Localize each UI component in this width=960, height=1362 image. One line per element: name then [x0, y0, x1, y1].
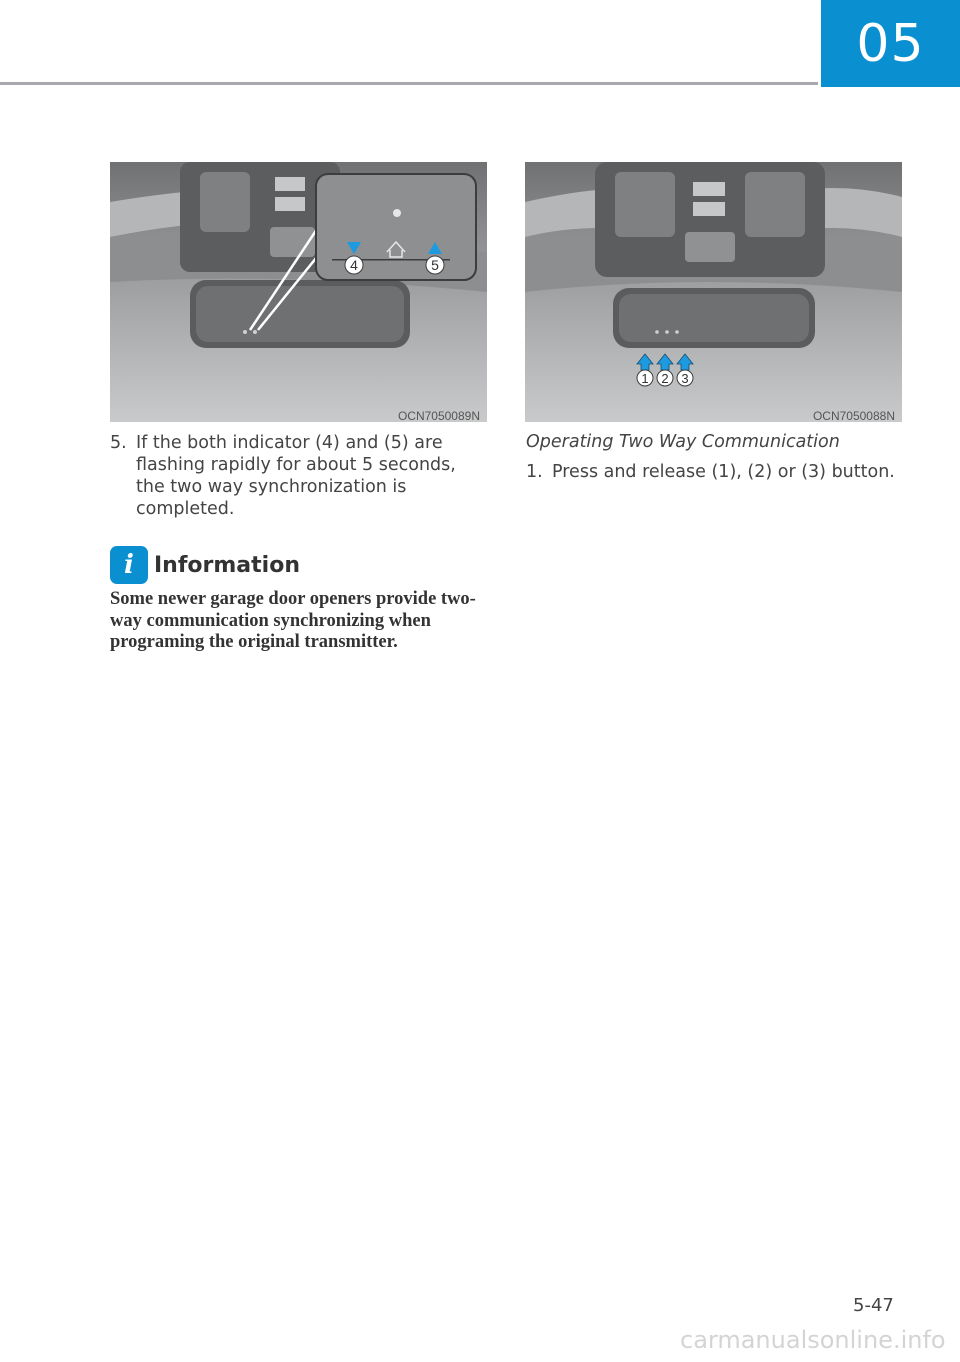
watermark: carmanualsonline.info	[680, 1326, 946, 1354]
page-number: 5-47	[853, 1295, 894, 1316]
step-number: 5.	[110, 433, 127, 453]
section-subheading: Operating Two Way Communication	[526, 432, 840, 452]
callout-2: 2	[661, 371, 669, 386]
callout-4: 4	[350, 257, 358, 273]
callout-5: 5	[431, 257, 439, 273]
information-title: Information	[154, 553, 300, 578]
step-5	[110, 432, 490, 520]
figure-mirror-indicators	[110, 162, 487, 422]
figure-code: OCN7050088N	[812, 409, 895, 423]
chapter-tab: 05	[821, 0, 960, 87]
step-text: Press and release (1), (2) or (3) button.	[552, 462, 895, 482]
step-1	[526, 461, 906, 483]
info-icon: i	[110, 546, 148, 584]
figure-code: OCN7050089N	[397, 409, 480, 423]
step-text: If the both indicator (4) and (5) are flashing rapidly for about 5 seconds, the two way synchronization is completed.	[136, 433, 456, 519]
information-body: Some newer garage door openers provide two-way communication synchronizing when programing the original transmitter.	[110, 589, 476, 652]
callout-3: 3	[681, 371, 689, 386]
callout-1: 1	[641, 371, 649, 386]
figure-mirror-buttons	[525, 162, 902, 422]
header-rule	[0, 82, 818, 85]
step-number: 1.	[526, 462, 543, 482]
